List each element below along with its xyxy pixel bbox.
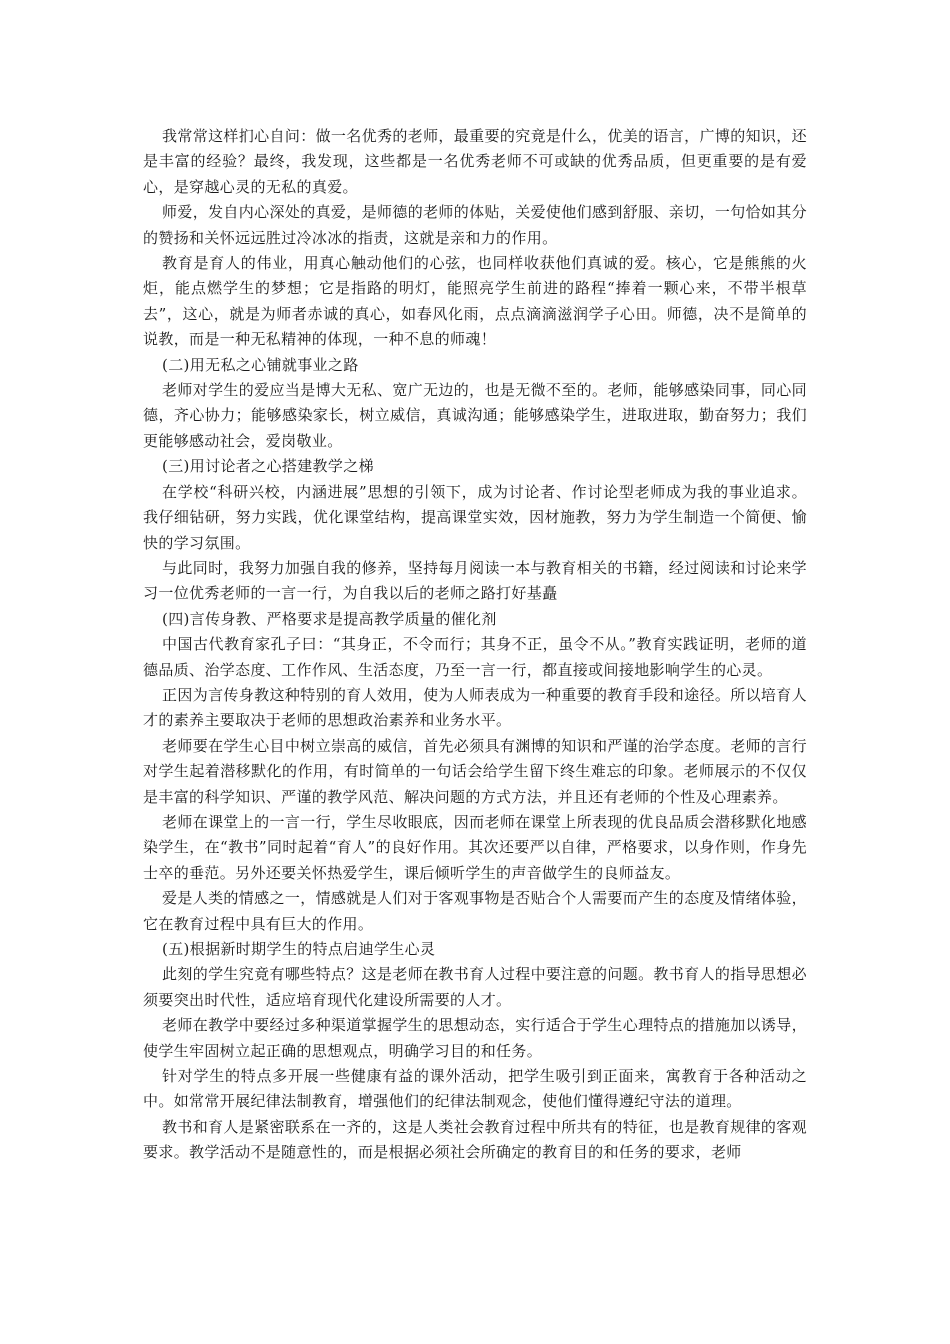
paragraph: 教书和育人是紧密联系在一齐的，这是人类社会教育过程中所共有的特征，也是教育规律的客观要求。教学活动不是随意性的，而是根据必须社会所确定的教育目的和任务的要求，老师	[143, 1117, 807, 1162]
paragraph: 师爱，发自内心深处的真爱，是师德的老师的体贴，关爱使他们感到舒服、亲切，一句恰如其分的赞扬和关怀远远胜过冷冰冰的指责，这就是亲和力的作用。	[143, 203, 807, 247]
paragraph: 老师对学生的爱应当是博大无私、宽广无边的，也是无微不至的。老师，能够感染同事，同心同德，齐心协力；能够感染家长，树立威信，真诚沟通；能够感染学生，进取进取，勤奋努力；我们更能够感动社会，爱岗敬业。	[143, 381, 807, 450]
paragraph: 我常常这样扪心自问：做一名优秀的老师，最重要的究竟是什么，优美的语言，广博的知识，还是丰富的经验？最终，我发现，这些都是一名优秀老师不可或缺的优秀品质，但更重要的是有爱心，是穿越心灵的无私的真爱。	[143, 127, 807, 196]
paragraph: 在学校“科研兴校，内涵进展”思想的引领下，成为讨论者、作讨论型老师成为我的事业追求。我仔细钻研，努力实践，优化课堂结构，提高课堂实效，因材施教，努力为学生制造一个简便、愉快的学习氛围。	[143, 482, 807, 552]
paragraph: 针对学生的特点多开展一些健康有益的课外活动，把学生吸引到正面来，寓教育于各种活动之中。如常常开展纪律法制教育，增强他们的纪律法制观念，使他们懂得遵纪守法的道理。	[143, 1067, 807, 1111]
paragraph: 正因为言传身教这种特别的育人效用，使为人师表成为一种重要的教育手段和途径。所以培育人才的素养主要取决于老师的思想政治素养和业务水平。	[143, 685, 807, 730]
paragraph: 老师在课堂上的一言一行，学生尽收眼底，因而老师在课堂上所表现的优良品质会潜移默化地感染学生，在“教书”同时起着“育人”的良好作用。其次还要严以自律，严格要求，以身作则，作身先士卒的垂范。另外还要关怀热爱学生，课后倾听学生的声音做学生的良师益友。	[143, 812, 807, 882]
paragraph: 爱是人类的情感之一，情感就是人们对于客观事物是否贴合个人需要而产生的态度及情绪体验，它在教育过程中具有巨大的作用。	[143, 889, 807, 933]
section-heading: (五)根据新时期学生的特点启迪学生心灵	[162, 940, 436, 958]
paragraph: 此刻的学生究竟有哪些特点？这是老师在教书育人过程中要注意的问题。教书育人的指导思想必须要突出时代性，适应培育现代化建设所需要的人才。	[143, 965, 807, 1009]
section-heading: (三)用讨论者之心搭建教学之梯	[162, 457, 374, 476]
paragraph: 中国古代教育家孔子曰：“其身正，不令而行；其身不正，虽令不从。”教育实践证明，老师的道德品质、治学态度、工作作风、生活态度，乃至一言一行，都直接或间接地影响学生的心灵。	[143, 635, 807, 679]
paragraph: 教育是育人的伟业，用真心触动他们的心弦，也同样收获他们真诚的爱。核心，它是熊熊的火炬，能点燃学生的梦想；它是指路的明灯，能照亮学生前进的路程“捧着一颗心来，不带半根草去”，这心，就是为师者赤诚的真心，如春风化雨，点点滴滴滋润学子心田。师德，决不是简单的说教，而是一种无私精神的体现，一种不息的师魂！	[143, 254, 807, 349]
section-heading: (二)用无私之心铺就事业之路	[162, 355, 359, 374]
paragraph: 老师在教学中要经过多种渠道掌握学生的思想动态，实行适合于学生心理特点的措施加以诱导，使学生牢固树立起正确的思想观点，明确学习目的和任务。	[143, 1016, 807, 1060]
document-body	[143, 124, 807, 1166]
section-heading: (四)言传身教、严格要求是提高教学质量的催化剂	[162, 609, 497, 628]
paragraph: 老师要在学生心目中树立崇高的威信，首先必须具有渊博的知识和严谨的治学态度。老师的言行对学生起着潜移默化的作用，有时简单的一句话会给学生留下终生难忘的印象。老师展示的不仅仅是丰富的科学知识、严谨的教学风范、解决问题的方式方法，并且还有老师的个性及心理素养。	[143, 736, 807, 806]
paragraph: 与此同时，我努力加强自我的修养，坚持每月阅读一本与教育相关的书籍，经过阅读和讨论来学习一位优秀老师的一言一行，为自我以后的老师之路打好基矗	[143, 558, 807, 603]
